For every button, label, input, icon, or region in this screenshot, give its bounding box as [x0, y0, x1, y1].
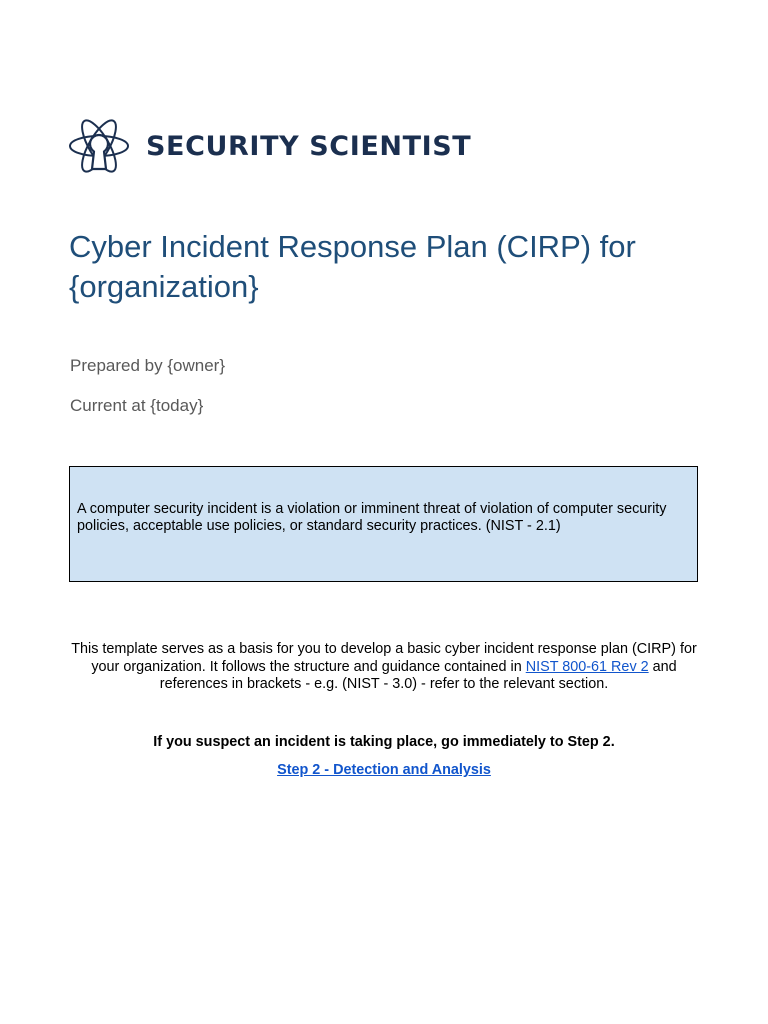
incident-alert: If you suspect an incident is taking place, go immediately to Step 2. [153, 734, 615, 750]
current-at: Current at {today} [70, 396, 204, 415]
intro-text-after: and references in brackets - e.g. (NIST - 3.0) - refer to the relevant section. [159, 658, 677, 692]
document-title: Cyber Incident Response Plan (CIRP) for {organization} [69, 229, 636, 304]
definition-callout [69, 466, 698, 582]
step-link-container [0, 762, 768, 778]
intro-paragraph [70, 641, 698, 694]
company-logo [68, 118, 471, 174]
step-2-link[interactable]: Step 2 - Detection and Analysis [277, 762, 491, 778]
logo-text: SECURITY SCIENTIST [146, 130, 472, 162]
prepared-by: Prepared by {owner} [70, 356, 225, 375]
atom-keyhole-icon [68, 118, 130, 174]
definition-text: A computer security incident is a violation or imminent threat of violation of computer security policies, acceptable use policies, or standard security practices. (NIST - 2.1) [77, 501, 667, 534]
intro-text-before: This template serves as a basis for you to develop a basic cyber incident response plan (CIRP) for your organization. It follows the structure and guidance contained in [71, 641, 697, 675]
nist-link[interactable]: NIST 800-61 Rev 2 [525, 658, 649, 675]
